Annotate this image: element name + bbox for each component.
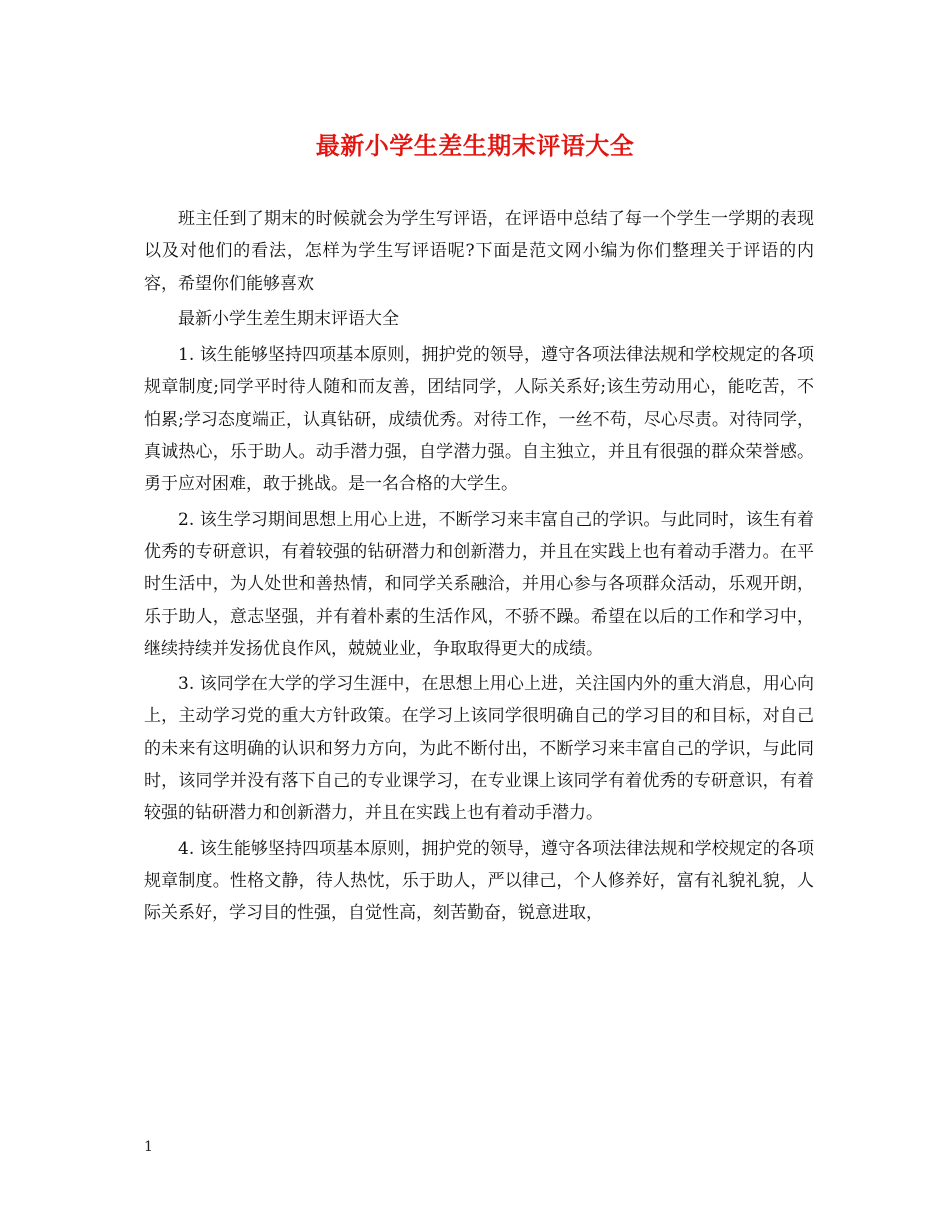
section-subtitle: 最新小学生差生期末评语大全 <box>178 308 399 329</box>
document-title: 最新小学生差生期末评语大全 <box>315 131 635 160</box>
intro-paragraph: 班主任到了期末的时候就会为学生写评语，在评语中总结了每一个学生一学期的表现以及对他们的看法，怎样为学生写评语呢?下面是范文网小编为你们整理关于评语的内容，希望你们能够喜欢 <box>144 209 814 294</box>
comment-item-3: 3. 该同学在大学的学习生涯中，在思想上用心上进，关注国内外的重大消息，用心向上，主动学习党的重大方针政策。在学习上该同学很明确自己的学习目的和目标，对自己的未来有这明确的认识和努力方向，为此不断付出，不断学习来丰富自己的学识，与此同时，该同学并没有落下自己的专业课学习，在专业课上该同学有着优秀的专研意识，有着较强的钻研潜力和创新潜力，并且在实践上也有着动手潜力。 <box>144 674 814 824</box>
comment-item-1: 1. 该生能够坚持四项基本原则，拥护党的领导，遵守各项法律法规和学校规定的各项规章制度;同学平时待人随和而友善，团结同学，人际关系好;该生劳动用心，能吃苦，不怕累;学习态度端正，认真钻研，成绩优秀。对待工作，一丝不苟，尽心尽责。对待同学，真诚热心，乐于助人。动手潜力强，自学潜力强。自主独立，并且有很强的群众荣誉感。勇于应对困难，敢于挑战。是一名合格的大学生。 <box>144 345 814 495</box>
comment-item-2: 2. 该生学习期间思想上用心上进，不断学习来丰富自己的学识。与此同时，该生有着优秀的专研意识，有着较强的钻研潜力和创新潜力，并且在实践上也有着动手潜力。在平时生活中，为人处世和善热情，和同学关系融洽，并用心参与各项群众活动，乐观开朗，乐于助人，意志坚强，并有着朴素的生活作风，不骄不躁。希望在以后的工作和学习中，继续持续并发扬优良作风，兢兢业业，争取取得更大的成绩。 <box>144 509 814 659</box>
comment-item-4: 4. 该生能够坚持四项基本原则，拥护党的领导，遵守各项法律法规和学校规定的各项规章制度。性格文静，待人热忱，乐于助人，严以律己，个人修养好，富有礼貌礼貌，人际关系好，学习目的性强，自觉性高，刻苦勤奋，锐意进取， <box>144 838 814 924</box>
document-body <box>144 203 814 933</box>
page-number: 1 <box>144 1139 153 1155</box>
